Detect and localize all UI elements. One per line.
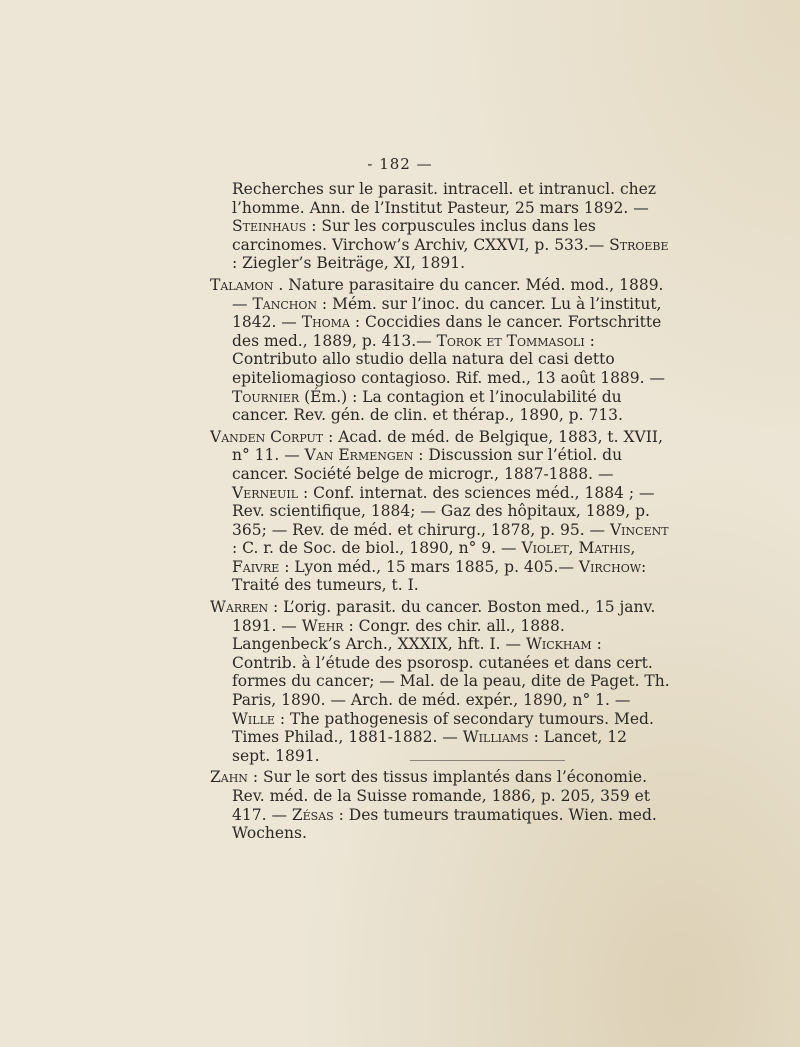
reference-text: : Des tumeurs traumatiques. Wien. med. Wochens. [232,805,657,843]
author-name: Zésas [291,805,334,824]
reference-text: : L’orig. parasit. du cancer. Boston med., 15 janv. 1891. — [232,598,656,635]
reference-text: : The pathogenesis of secondary tumours. Med. Times Philad., 1881-1882. — [232,709,654,747]
reference-text: . Nature parasitaire du cancer. Méd. mod., 1889. — [232,275,664,313]
author-name: Tanchon [252,294,317,313]
author-name: Van Ermengen [304,446,414,465]
bibliography-entry [210,768,670,842]
reference-text: : Contributo allo studio della natura del casi detto epiteliomagioso contagioso. Rif. med., 13 août 1889. — [232,331,666,387]
reference-text: Recherches sur le parasit. intracell. et intranucl. chez l’homme. Ann. de l’Institut Pasteur, 25 mars 1892. — [232,180,656,217]
author-name: Steinhaus [232,217,307,236]
bibliography-entry [210,598,670,765]
bibliography-entry [210,428,670,595]
author-name: Talamon [210,275,274,294]
reference-text: : Ziegler’s Beiträge, XI, 1891. [232,254,466,273]
reference-text: : Mém. sur l’inoc. du cancer. Lu à l’institut, 1842. — [232,294,662,332]
author-name: Vanden Corput [210,427,324,446]
reference-text: : Coccidies dans le cancer. Fortschritte des med., 1889, p. 413.— [232,313,662,350]
author-name: Wille [232,709,275,728]
reference-text: : Contrib. à l’étude des psorosp. cutanées et dans cert. formes du cancer; — Mal. de la peau, dite de Paget. Th. Paris, 1890. — Arch. de méd. expér., 1890, n° 1. — [232,635,670,710]
author-name: Torok et Tommasoli [436,331,585,350]
author-name: Vincent [609,520,669,539]
reference-text: : Lyon méd., 15 mars 1885, p. 405.— [279,557,579,576]
page-number: - 182 — [367,155,433,173]
reference-text: (Ém.) : La contagion et l’inoculabilité du cancer. Rev. gén. de clin. et thérap., 1890, p. 713. [232,387,623,425]
reference-text: : Lancet, 12 sept. 1891. [232,728,627,765]
bibliography [210,180,670,846]
reference-text: : Congr. des chir. all., 1888. Langenbeck’s Arch., XXXIX, hft. I. — [232,616,565,654]
author-name: Thoma [301,313,350,332]
author-name: Williams [462,728,529,747]
author-name: Warren [210,598,269,617]
author-name: Wehr [301,616,344,635]
reference-text: : Traité des tumeurs, t. I. [232,557,647,595]
reference-text: : C. r. de Soc. de biol., 1890, n° 9. — [232,539,522,558]
author-name: Violet, Mathis, Faivre [232,539,636,576]
bibliography-entry [210,276,670,425]
author-name: Tournier [232,387,300,406]
bibliography-entry [210,180,670,273]
footer-rule [410,760,565,761]
author-name: Stroebe [609,235,669,254]
author-name: Virchow [578,557,642,576]
reference-text: : Acad. de méd. de Belgique, 1883, t. XVII, n° 11. — [232,427,663,465]
reference-text: : Discussion sur l’étiol. du cancer. Société belge de microgr., 1887-1888. — [232,446,623,483]
reference-text: : Sur les corpuscules inclus dans les carcinomes. Virchow’s Archiv, CXXVI, p. 533.— [232,217,610,254]
author-name: Zahn [210,768,248,787]
author-name: Verneuil [232,483,299,502]
reference-text: : Conf. internat. des sciences méd., 1884 ; — Rev. scientifique, 1884; — Gaz des hôpitaux, 1889, p. 365; — Rev. de méd. et chirurg., 1878, p. 95. — [232,483,655,539]
author-name: Wickham [525,635,592,654]
reference-text: : Sur le sort des tissus implantés dans l’économie. Rev. méd. de la Suisse romande, 1886, p. 205, 359 et 417. — [232,768,651,824]
